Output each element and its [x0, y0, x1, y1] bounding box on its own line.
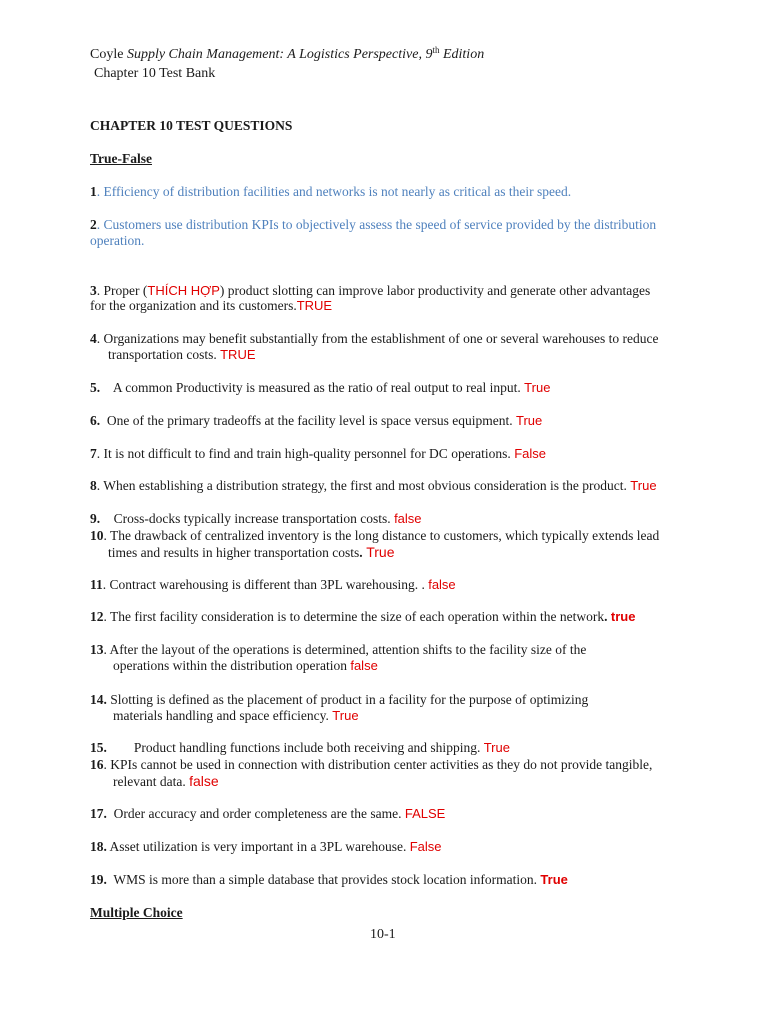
header-author: Coyle [90, 47, 124, 62]
question-13-cont [113, 658, 378, 674]
question-5 [90, 380, 550, 396]
question-17 [90, 806, 445, 822]
question-number: 6. [90, 413, 101, 428]
question-12 [90, 609, 635, 625]
question-text: Product handling functions include both receiving and shipping. [106, 740, 484, 755]
question-13 [90, 642, 586, 658]
multiple-choice-heading: Multiple Choice [90, 905, 183, 920]
answer: True [483, 740, 510, 755]
question-9 [90, 511, 422, 527]
question-text: . When establishing a distribution strategy, the first and most obvious consideration is the product. [96, 478, 631, 493]
question-number: 19. [90, 872, 107, 887]
question-8 [90, 478, 657, 494]
question-text: Order accuracy and order completeness are the same. [106, 806, 405, 821]
question-text-cont: operation. [90, 233, 145, 248]
answer: FALSE [404, 806, 446, 821]
question-text: . Organizations may benefit substantially from the establishment of one or several warehouses to reduce [96, 331, 659, 346]
question-19 [90, 872, 568, 888]
answer: false [394, 511, 422, 526]
question-3-cont [90, 298, 332, 314]
header-book-title: Supply Chain Management: A Logistics Perspective, 9 [126, 47, 433, 62]
answer: False [409, 839, 442, 854]
question-text: . Contract warehousing is different than 3PL warehousing. . [102, 577, 429, 592]
page-number: 10-1 [370, 927, 396, 942]
question-14-cont [113, 708, 359, 724]
answer: true [610, 609, 636, 624]
question-15 [90, 740, 510, 756]
question-text: . Customers use distribution KPIs to objectively assess the speed of service provided by the distribution [96, 217, 657, 232]
question-text: . Proper ( [96, 283, 148, 298]
answer: True [332, 708, 359, 723]
answer: True [540, 872, 568, 887]
answer: True [524, 380, 551, 395]
question-text: One of the primary tradeoffs at the facility level is space versus equipment. [100, 413, 516, 428]
question-dot: . [604, 609, 611, 624]
question-text: WMS is more than a simple database that provides stock location information. [106, 872, 541, 887]
question-number: 13 [90, 642, 104, 657]
question-number: 9. [90, 511, 101, 526]
question-number: 5. [90, 380, 101, 395]
question-text-cont: materials handling and space efficiency. [113, 708, 333, 723]
question-number: 14. [90, 692, 107, 707]
answer: TRUE [220, 347, 256, 362]
question-10 [90, 528, 659, 544]
question-number: 1 [90, 184, 97, 199]
question-text: . The first facility consideration is to determine the size of each operation within the network [103, 609, 605, 624]
question-number: 8 [90, 478, 97, 493]
question-number: 16 [90, 757, 104, 772]
question-4-cont [108, 347, 256, 363]
section-title: CHAPTER 10 TEST QUESTIONS [90, 118, 293, 133]
question-number: 10 [90, 528, 104, 543]
question-16 [90, 757, 652, 773]
question-16-cont [113, 773, 219, 790]
question-text-cont: operations within the distribution operation [113, 658, 351, 673]
question-number: 12 [90, 609, 104, 624]
header-edition-word: Edition [442, 47, 485, 62]
question-6 [90, 413, 542, 429]
question-text: Slotting is defined as the placement of product in a facility for the purpose of optimizing [106, 692, 589, 707]
answer: false [428, 577, 456, 592]
header-edition-sup: th [432, 45, 440, 55]
question-text-cont: relevant data. [113, 774, 190, 789]
question-3 [90, 283, 650, 299]
question-text-cont: times and results in higher transportation costs [108, 545, 360, 560]
question-11 [90, 577, 456, 593]
question-number: 7 [90, 446, 97, 461]
question-number: 4 [90, 331, 97, 346]
question-text-cont: for the organization and its customers. [90, 298, 297, 313]
true-false-heading: True-False [90, 151, 152, 166]
question-text: . After the layout of the operations is determined, attention shifts to the facility size of the [103, 642, 587, 657]
question-2 [90, 217, 656, 233]
question-text: . Efficiency of distribution facilities and networks is not nearly as critical as their speed. [96, 184, 572, 199]
answer: false [350, 658, 378, 673]
question-number: 17. [90, 806, 107, 821]
question-number: 18. [90, 839, 107, 854]
question-4 [90, 331, 658, 347]
question-14 [90, 692, 588, 708]
question-number: 3 [90, 283, 97, 298]
question-10-cont [108, 544, 395, 561]
question-text: ) product slotting can improve labor productivity and generate other advantages [219, 283, 651, 298]
question-text: . KPIs cannot be used in connection with distribution center activities as they do not provide tangible, [103, 757, 653, 772]
question-number: 15. [90, 740, 107, 755]
answer: True [516, 413, 543, 428]
answer: TRUE [296, 298, 333, 313]
question-text: A common Productivity is measured as the ratio of real output to real input. [100, 380, 525, 395]
question-7 [90, 446, 546, 462]
question-text: Asset utilization is very important in a 3PL warehouse. [106, 839, 410, 854]
question-dot: . [359, 545, 363, 560]
question-text: . The drawback of centralized inventory is the long distance to customers, which typically extends lead [103, 528, 660, 543]
question-text-cont: transportation costs. [108, 347, 221, 362]
answer: True [362, 544, 395, 560]
answer: True [630, 478, 657, 493]
translation-note: THÍCH HỢP [147, 283, 220, 298]
header-book-line [90, 47, 484, 63]
header-chapter: Chapter 10 Test Bank [94, 66, 216, 81]
question-18 [90, 839, 442, 855]
question-text: Cross-docks typically increase transportation costs. [100, 511, 395, 526]
question-number: 2 [90, 217, 97, 232]
answer: False [514, 446, 546, 461]
question-text: . It is not difficult to find and train high-quality personnel for DC operations. [96, 446, 515, 461]
question-1 [90, 184, 571, 200]
answer: false [189, 773, 219, 789]
question-number: 11 [90, 577, 103, 592]
